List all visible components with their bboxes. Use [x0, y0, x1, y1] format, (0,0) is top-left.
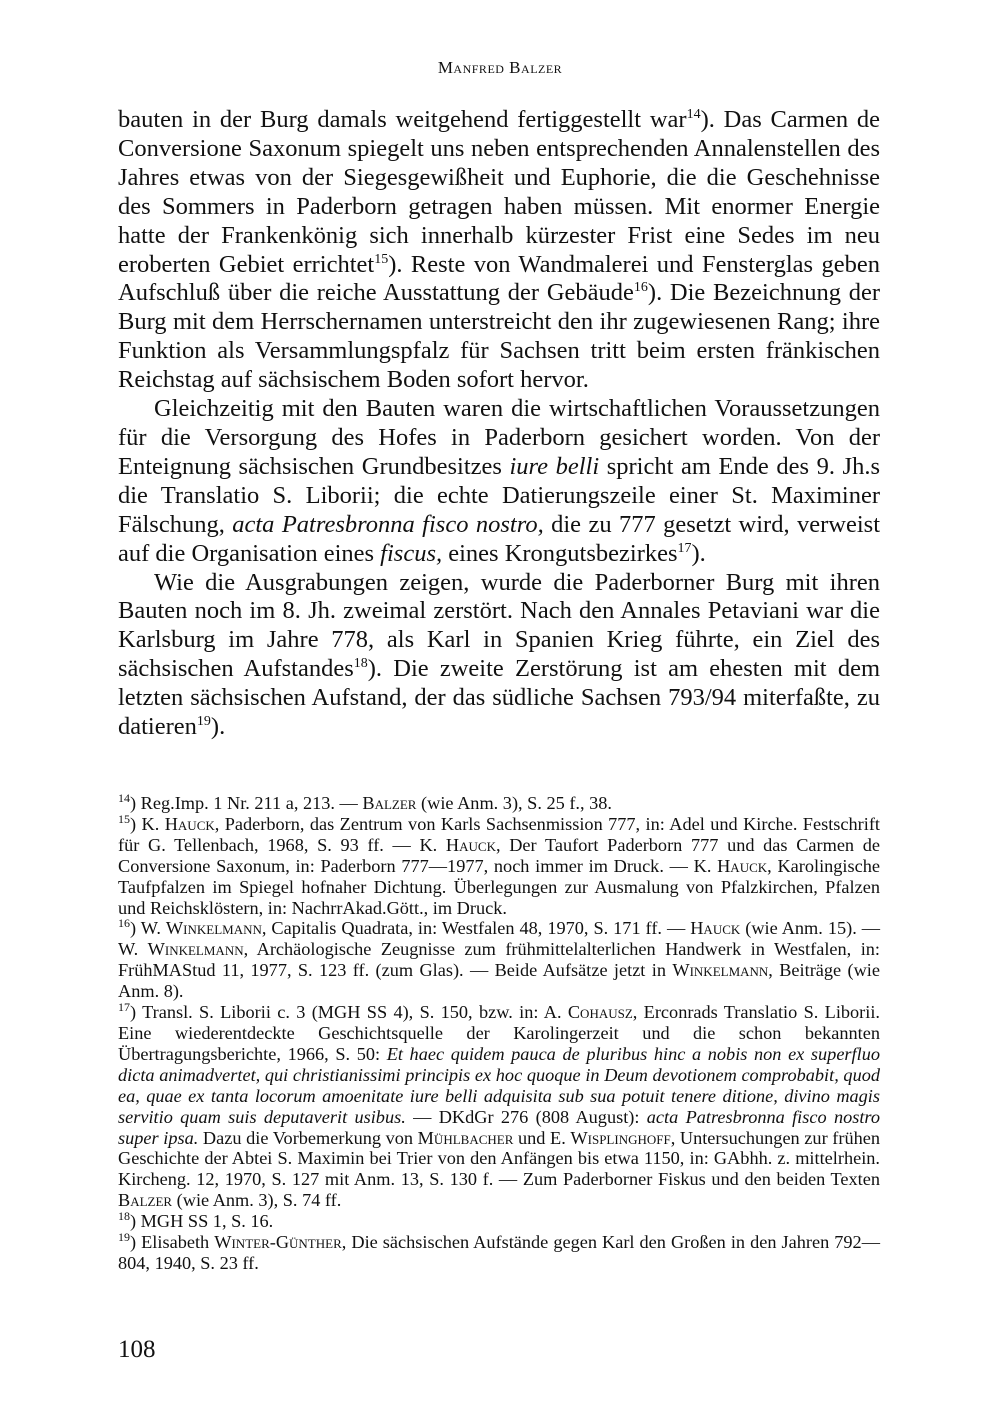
paragraph — [118, 106, 880, 395]
footnote-ref: 14 — [686, 106, 701, 122]
footnotes — [118, 790, 881, 1274]
footnote-paren: ) — [130, 1211, 141, 1232]
footnote-number: 19 — [118, 1229, 130, 1244]
text-run: , Karolingische Taufpfalzen im Spiegel hofnaher Dichtung. Überlegungen zur Ausmalung von Pfalzkirchen, Pfalzen und Reichsklöstern, in: NachrrAkad.Gött., im Druck. — [118, 855, 880, 918]
footnote — [118, 811, 880, 919]
text-run: ). Die zweite Zerstörung ist am ehesten mit dem letzten sächsischen Aufstand, der das südliche Sachsen 793/94 miterfaßte, zu datieren — [118, 655, 880, 741]
author-name: Winkelmann — [672, 960, 769, 981]
text-run: Reg.Imp. 1 Nr. 211 a, 213. — — [140, 793, 363, 813]
text-run: Gleichzeitig mit den Bauten waren die wirtschaftlichen Voraussetzungen für die Versorgung des Hofes in Paderborn gesichert worden. Von der Enteignung sächsischen Grundbesitzes — [118, 395, 880, 480]
text-run: ). — [210, 713, 226, 741]
text-run: die zu 777 gesetzt wird, verweist auf die Organisation eines — [118, 510, 880, 567]
footnote-paren: ) — [130, 918, 141, 939]
text-run: , Capitalis Quadrata, in: Westfalen 48, 1970, S. 171 ff. — — [261, 918, 691, 939]
footnote-ref: 17 — [677, 540, 692, 556]
text-run: und E. — [513, 1127, 571, 1148]
text-run: eines Krongutsbezirkes — [442, 539, 678, 567]
footnote-number: 14 — [118, 790, 130, 805]
footnote-number: 15 — [118, 811, 130, 826]
page-number: 108 — [118, 1336, 156, 1363]
text-run: Transl. S. Liborii c. 3 (MGH SS 4), S. 150, bzw. in: A. — [142, 1002, 568, 1023]
text-run: ). Reste von Wandmalerei und Fensterglas geben Aufschluß über die reiche Ausstattung der Gebäude — [118, 250, 880, 307]
author-name: Wisplinghoff — [570, 1127, 671, 1148]
footnote-number: 18 — [118, 1209, 130, 1224]
author-name: Winkelmann — [165, 918, 262, 939]
text-run: , Der Taufort Paderborn 777 und das Carmen de Conversione Saxonum, in: Paderborn 777—1977, noch immer im Druck. — K. — [118, 834, 880, 876]
text-run: (wie Anm. 15). — W. — [118, 918, 881, 960]
footnote-ref: 16 — [633, 280, 648, 296]
footnote — [118, 1229, 880, 1274]
text-run: ). Die Bezeichnung der Burg mit dem Herrschernamen unterstreicht den ihr zugewiesenen Rang; ihre Funktion als Versammlungspfalz für Sachsen tritt beim ersten fränkischen Reichstag auf sächsischem Boden sofort hervor. — [118, 279, 880, 394]
text-run: Wie die Ausgrabungen zeigen, wurde die Paderborner Burg mit ihren Bauten noch im 8. Jh. zweimal zerstört. Nach den Annales Petaviani war die Karlsburg im Jahre 778, als Karl in Spanien Krieg führte, ein Ziel des sächsischen Aufstandes — [118, 568, 880, 683]
text-run: , Die sächsischen Aufstände gegen Karl den Großen in den Jahren 792—804, 1940, S. 23 ff. — [118, 1232, 880, 1273]
text-run: Dazu die Vorbemerkung von — [198, 1127, 418, 1148]
footnote-paren: ) — [130, 813, 142, 834]
text-run: spricht am Ende des 9. Jh.s die Translatio S. Liborii; die echte Datierungszeile einer St. Maximiner Fälschung, — [118, 452, 880, 538]
footnote-ref: 18 — [353, 656, 368, 672]
footnote — [118, 999, 881, 1211]
text-run: K. — [141, 813, 165, 834]
author-name: Cohausz — [567, 1002, 633, 1023]
italic-text: iure belli — [509, 452, 600, 480]
footnote-paren: ) — [130, 1002, 143, 1023]
text-run: bauten in der Burg damals weitgehend fertiggestellt war — [118, 106, 687, 133]
text-run: MGH SS 1, S. 16. — [140, 1211, 274, 1232]
italic-text: acta Patresbronna fisco nostro, — [232, 510, 544, 538]
footnote-number: 16 — [118, 916, 130, 931]
footnote — [118, 1211, 880, 1232]
text-run: W. — [140, 918, 166, 939]
text-run: , Beiträge (wie Anm. 8). — [118, 960, 880, 1002]
text-run: , Archäologische Zeugnisse zum frühmittelalterlichen Handwerk in Westfalen, in: FrühMAStud 11, 1977, S. 123 ff. (zum Glas). — Beide Aufsätze jetzt in — [118, 939, 881, 981]
footnote — [118, 918, 880, 1002]
running-header: Manfred Balzer — [437, 58, 563, 77]
italic-text: fiscus, — [380, 539, 443, 567]
footnote-paren: ) — [130, 793, 141, 813]
author-name: Mühlbacher — [417, 1127, 514, 1148]
author-name: Winkelmann — [147, 939, 244, 960]
author-name: Balzer — [362, 793, 417, 813]
author-name: Hauck — [690, 918, 741, 939]
author-name: Balzer — [118, 1190, 173, 1211]
author-name: Hauck — [717, 855, 768, 876]
paragraph — [118, 569, 880, 742]
text-run: Elisabeth — [141, 1232, 215, 1253]
text-run: , Erconrads Translatio S. Liborii. Eine wiederentdeckte Geschichtsquelle der Karolingerzeit und die schon bekannten Übertragungsberichte, 1966, S. 50: — [118, 1002, 880, 1064]
author-name: Hauck — [445, 834, 496, 855]
text-run: , Paderborn, das Zentrum von Karls Sachsenmission 777, in: Adel und Kirche. Festschrift für G. Tellenbach, 1968, S. 93 ff. — K. — [118, 813, 880, 855]
italic-text: acta Patresbronna fisco nostro super ipsa. — [118, 1106, 881, 1148]
paragraph — [118, 395, 880, 568]
italic-text: Et haec quidem pauca de pluribus hinc a nobis non ex superfluo dicta animadvertet, qui christianissimi principis ex hoc quoque in Deum devotionem comprobabit, quod ea, quae ex tanta locorum amoenitate iure belli adquisita sub sua potuit tenere ditione, divino magis servitio quam suis deputaverit usibus. — [118, 1043, 880, 1127]
text-run: ). Das Carmen de Conversione Saxonum spiegelt uns neben entsprechenden Annalenstellen des Jahres etwas von der Siegesgewißheit und Euphorie, die die Geschehnisse des Sommers in Paderborn getragen haben müssen. Mit enormer Energie hatte der Frankenkönig sich innerhalb kürzester Frist eine Sedes im neu eroberten Gebiet errichtet — [118, 106, 880, 278]
text-run: — DKdGr 276 (808 August): — [405, 1106, 647, 1127]
author-name: Winter-Günther — [214, 1232, 342, 1253]
footnote-number: 17 — [118, 999, 130, 1014]
main-text — [118, 106, 880, 742]
footnote-ref: 19 — [196, 713, 211, 729]
text-run: (wie Anm. 3), S. 25 f., 38. — [416, 793, 612, 813]
text-run: , Untersuchungen zur frühen Geschichte der Abtei S. Maximin bei Trier von den Anfängen bis etwa 1150, in: GAbhh. z. mittelrhein. Kircheng. 12, 1970, S. 127 mit Anm. 13, S. 130 f. — Zum Paderborner Fiskus und den beiden Texten — [118, 1127, 880, 1190]
footnote-ref: 15 — [374, 251, 389, 267]
text-run: ). — [691, 539, 706, 567]
footnote — [118, 790, 880, 814]
text-run: (wie Anm. 3), S. 74 ff. — [172, 1190, 342, 1211]
author-name: Hauck — [164, 813, 215, 834]
footnote-paren: ) — [130, 1232, 142, 1253]
